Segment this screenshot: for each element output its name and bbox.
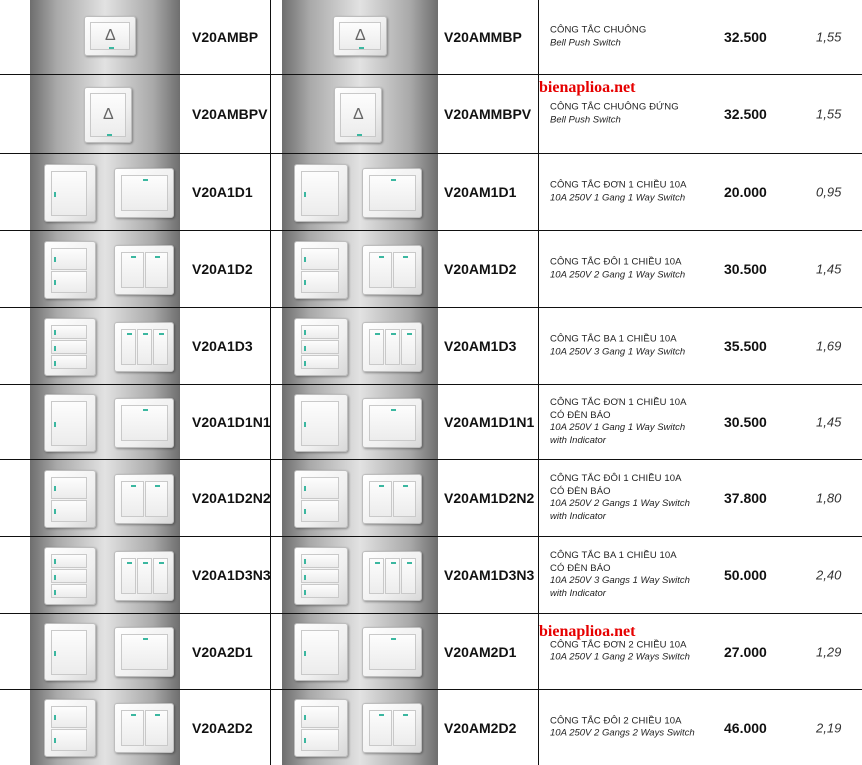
weight: 0,95: [816, 184, 842, 200]
indicator-led: [304, 422, 306, 427]
description-vietnamese: CÔNG TẮC BA 1 CHIỀU 10A: [550, 333, 677, 345]
bell-icon: Δ: [355, 26, 366, 44]
weight: 2,19: [816, 720, 842, 735]
description-vietnamese: CÔNG TẮC CHUÔNG: [550, 24, 647, 36]
indicator-led: [54, 590, 56, 595]
table-row: [0, 385, 862, 460]
product-image-a-front: [44, 547, 96, 605]
indicator-led: [403, 485, 408, 487]
indicator-led: [304, 715, 306, 720]
indicator-led: [131, 714, 136, 716]
product-image-b-front: [294, 164, 348, 222]
indicator-led: [304, 346, 306, 351]
product-image-a: [84, 16, 136, 56]
product-image-b-side: [362, 245, 422, 295]
product-code-b: V20AM1D3N3: [444, 567, 535, 583]
indicator-led: [304, 559, 306, 564]
rocker: [51, 706, 87, 728]
product-description: [550, 639, 715, 664]
watermark-bottom: bienaplioa.net: [539, 623, 636, 640]
product-code-b: V20AM1D3: [444, 338, 517, 354]
rocker: [301, 401, 339, 446]
indicator-led: [304, 651, 306, 656]
product-image-a-side: [114, 398, 174, 448]
price: 20.000: [724, 184, 767, 200]
product-image-b-side: [362, 322, 422, 372]
price: 32.500: [724, 106, 767, 122]
product-image-a-side: [114, 474, 174, 524]
rocker: [51, 171, 87, 216]
product-code-b: V20AM2D1: [444, 643, 517, 660]
product-description: [550, 102, 715, 127]
bell-icon: Δ: [103, 105, 114, 123]
indicator-led: [304, 509, 306, 514]
product-image-b-front: [294, 699, 348, 757]
description-vietnamese: CÔNG TẮC ĐÔI 2 CHIỀU 10A: [550, 715, 682, 726]
rocker: [301, 171, 339, 216]
indicator-led: [143, 409, 148, 411]
indicator-led: [375, 562, 380, 564]
description-english: 10A 250V 1 Gang 1 Way Switch: [550, 422, 686, 433]
column-divider: [538, 231, 539, 307]
description-vietnamese: CÔNG TẮC CHUÔNG ĐỨNG: [550, 101, 679, 113]
price: 37.800: [724, 490, 767, 506]
rocker: [51, 477, 87, 499]
rocker: [51, 554, 87, 568]
indicator-led: [391, 179, 396, 181]
description-english: Bell Push Switch: [550, 114, 621, 125]
column-divider: [538, 0, 539, 74]
product-image-b-front: [294, 547, 348, 605]
indicator-led: [54, 346, 56, 351]
indicator-led: [379, 714, 384, 716]
indicator-led: [304, 575, 306, 580]
price: 50.000: [724, 567, 767, 583]
description-vietnamese-line2: CÓ ĐÈN BÁO: [550, 409, 611, 421]
indicator-led: [304, 738, 306, 743]
table-row: [0, 460, 862, 537]
rocker: [51, 500, 87, 522]
column-divider: [270, 154, 271, 230]
product-image-b: [334, 87, 382, 143]
product-code-b: V20AMMBP: [444, 29, 522, 45]
column-divider: [270, 690, 271, 765]
indicator-led: [304, 257, 306, 262]
indicator-led: [391, 333, 396, 335]
column-divider: [270, 75, 271, 153]
table-row: [0, 308, 862, 385]
product-image-b: [333, 16, 387, 56]
rocker: [51, 325, 87, 339]
price: 32.500: [724, 29, 767, 45]
product-code-b: V20AM1D1: [444, 184, 517, 200]
indicator-led: [304, 590, 306, 595]
product-image-a-front: [44, 470, 96, 528]
product-image-b-side: [362, 627, 422, 677]
description-english: 10A 250V 3 Gangs 1 Way Switch: [550, 575, 690, 586]
indicator-led: [143, 638, 148, 640]
description-vietnamese: CÔNG TẮC ĐÔI 1 CHIỀU 10A: [550, 256, 682, 268]
indicator-led: [54, 192, 56, 197]
rocker: [301, 706, 339, 728]
product-code-b: V20AM1D1N1: [444, 414, 535, 430]
indicator-led: [391, 409, 396, 411]
product-description: [550, 180, 715, 205]
indicator-led: [155, 256, 160, 258]
indicator-led: [127, 333, 132, 335]
product-image-a: [84, 87, 132, 143]
product-image-b-side: [362, 474, 422, 524]
indicator-led: [54, 257, 56, 262]
description-english: 10A 250V 3 Gang 1 Way Switch: [550, 346, 686, 357]
indicator-led: [54, 486, 56, 491]
indicator-led: [54, 330, 56, 335]
description-english: 10A 250V 2 Gangs 2 Ways Switch: [550, 727, 695, 739]
indicator-led: [143, 179, 148, 181]
column-divider: [538, 460, 539, 536]
rocker: [51, 401, 87, 446]
product-code-a: V20A2D1: [192, 643, 253, 660]
description-vietnamese: CÔNG TẮC ĐƠN 1 CHIỀU 10A: [550, 179, 687, 191]
column-divider: [538, 308, 539, 384]
product-description: [550, 257, 715, 282]
product-code-a: V20A1D1: [192, 184, 253, 200]
product-description: [550, 397, 715, 447]
product-image-a-side: [114, 168, 174, 218]
column-divider: [538, 690, 539, 765]
rocker: [51, 569, 87, 583]
rocker: [301, 477, 339, 499]
weight: 1,80: [816, 490, 842, 506]
indicator-led: [54, 509, 56, 514]
table-row: [0, 0, 862, 75]
indicator-led: [54, 715, 56, 720]
product-image-b-side: [362, 398, 422, 448]
rocker: [301, 271, 339, 293]
product-description: [550, 715, 715, 740]
table-row: [0, 154, 862, 231]
price: 46.000: [724, 719, 767, 736]
bell-icon: Δ: [353, 105, 364, 123]
indicator-led: [54, 738, 56, 743]
indicator-led: [54, 422, 56, 427]
indicator-led: [159, 562, 164, 564]
indicator-led: [54, 559, 56, 564]
weight: 2,40: [816, 567, 842, 583]
column-divider: [270, 614, 271, 689]
weight: 1,69: [816, 338, 842, 354]
product-image-b-front: [294, 241, 348, 299]
product-code-b: V20AMMBPV: [444, 106, 532, 122]
column-divider: [270, 308, 271, 384]
indicator-led: [54, 280, 56, 285]
description-english-line2: with Indicator: [550, 587, 606, 599]
product-image-b-front: [294, 623, 348, 681]
description-vietnamese-line2: CÓ ĐÈN BÁO: [550, 485, 611, 497]
indicator-led: [357, 134, 362, 136]
indicator-led: [54, 575, 56, 580]
rocker: [51, 355, 87, 369]
indicator-led: [391, 638, 396, 640]
product-code-a: V20A1D3: [192, 338, 253, 354]
product-description: [550, 473, 715, 523]
price: 27.000: [724, 643, 767, 660]
description-english: 10A 250V 2 Gangs 1 Way Switch: [550, 498, 690, 509]
rocker: [301, 630, 339, 675]
column-divider: [538, 385, 539, 459]
product-image-a-front: [44, 394, 96, 452]
indicator-led: [407, 333, 412, 335]
rocker: [301, 584, 339, 598]
description-vietnamese: CÔNG TẮC ĐÔI 1 CHIỀU 10A: [550, 473, 682, 484]
product-image-a-front: [44, 699, 96, 757]
indicator-led: [143, 333, 148, 335]
description-english-line2: with Indicator: [550, 434, 606, 446]
description-vietnamese: CÔNG TẮC ĐƠN 2 CHIỀU 10A: [550, 639, 687, 650]
product-description: [550, 550, 715, 600]
product-code-a: V20AMBPV: [192, 106, 268, 122]
rocker: [301, 500, 339, 522]
indicator-led: [107, 134, 112, 136]
description-vietnamese: CÔNG TẮC BA 1 CHIỀU 10A: [550, 550, 677, 561]
indicator-led: [304, 280, 306, 285]
description-english-line2: with Indicator: [550, 510, 606, 522]
description-english: 10A 250V 2 Gang 1 Way Switch: [550, 269, 686, 280]
description-english: 10A 250V 1 Gang 2 Ways Switch: [550, 651, 690, 663]
product-code-b: V20AM2D2: [444, 719, 517, 736]
product-image-a-side: [114, 703, 174, 753]
product-image-a-side: [114, 322, 174, 372]
description-vietnamese-line2: CÓ ĐÈN BÁO: [550, 562, 611, 574]
indicator-led: [155, 485, 160, 487]
product-image-b-side: [362, 703, 422, 753]
weight: 1,55: [816, 106, 842, 122]
bell-icon: Δ: [105, 26, 116, 44]
indicator-led: [403, 256, 408, 258]
product-image-b-front: [294, 318, 348, 376]
description-english: Bell Push Switch: [550, 37, 621, 48]
indicator-led: [403, 714, 408, 716]
rocker: [301, 554, 339, 568]
table-row: [0, 231, 862, 308]
watermark-top: bienaplioa.net: [539, 79, 636, 96]
rocker: [51, 271, 87, 293]
indicator-led: [375, 333, 380, 335]
rocker: [51, 584, 87, 598]
product-code-a: V20A1D2N2: [192, 490, 271, 506]
rocker: [51, 630, 87, 675]
product-code-b: V20AM1D2N2: [444, 490, 535, 506]
indicator-led: [127, 562, 132, 564]
product-code-a: V20AMBP: [192, 29, 259, 45]
indicator-led: [109, 47, 114, 49]
indicator-led: [155, 714, 160, 716]
weight: 1,45: [816, 414, 842, 430]
table-row: [0, 75, 862, 154]
indicator-led: [131, 256, 136, 258]
indicator-led: [359, 47, 364, 49]
product-code-a: V20A2D2: [192, 719, 253, 736]
product-image-b-front: [294, 470, 348, 528]
product-image-a-front: [44, 623, 96, 681]
product-code-a: V20A1D3N3: [192, 567, 271, 583]
product-image-b-side: [362, 551, 422, 601]
product-code-a: V20A1D2: [192, 261, 253, 277]
product-code-b: V20AM1D2: [444, 261, 517, 277]
indicator-led: [379, 485, 384, 487]
description-vietnamese: CÔNG TẮC ĐƠN 1 CHIỀU 10A: [550, 397, 687, 408]
indicator-led: [304, 486, 306, 491]
product-image-a-side: [114, 627, 174, 677]
product-image-b-front: [294, 394, 348, 452]
rocker: [301, 569, 339, 583]
product-image-a-side: [114, 551, 174, 601]
weight: 1,55: [816, 29, 842, 45]
product-image-a-front: [44, 241, 96, 299]
indicator-led: [143, 562, 148, 564]
indicator-led: [379, 256, 384, 258]
rocker: [301, 340, 339, 354]
indicator-led: [54, 361, 56, 366]
rocker: [301, 325, 339, 339]
column-divider: [270, 0, 271, 74]
indicator-led: [304, 330, 306, 335]
indicator-led: [391, 562, 396, 564]
indicator-led: [304, 192, 306, 197]
product-image-a-side: [114, 245, 174, 295]
product-description: [550, 25, 715, 50]
weight: 1,45: [816, 261, 842, 277]
weight: 1,29: [816, 644, 842, 659]
indicator-led: [54, 651, 56, 656]
indicator-led: [407, 562, 412, 564]
product-image-a-front: [44, 318, 96, 376]
table-row: [0, 537, 862, 614]
product-image-a-front: [44, 164, 96, 222]
product-image-b-side: [362, 168, 422, 218]
rocker: [51, 248, 87, 270]
indicator-led: [159, 333, 164, 335]
price: 35.500: [724, 338, 767, 354]
price: 30.500: [724, 261, 767, 277]
price: 30.500: [724, 414, 767, 430]
rocker: [51, 729, 87, 751]
column-divider: [538, 154, 539, 230]
column-divider: [270, 231, 271, 307]
rocker: [301, 248, 339, 270]
product-code-a: V20A1D1N1: [192, 414, 271, 430]
column-divider: [538, 537, 539, 613]
table-row: [0, 614, 862, 690]
product-description: [550, 334, 715, 359]
description-english: 10A 250V 1 Gang 1 Way Switch: [550, 192, 686, 203]
table-row: [0, 690, 862, 765]
indicator-led: [304, 361, 306, 366]
rocker: [51, 340, 87, 354]
indicator-led: [131, 485, 136, 487]
rocker: [301, 729, 339, 751]
rocker: [301, 355, 339, 369]
